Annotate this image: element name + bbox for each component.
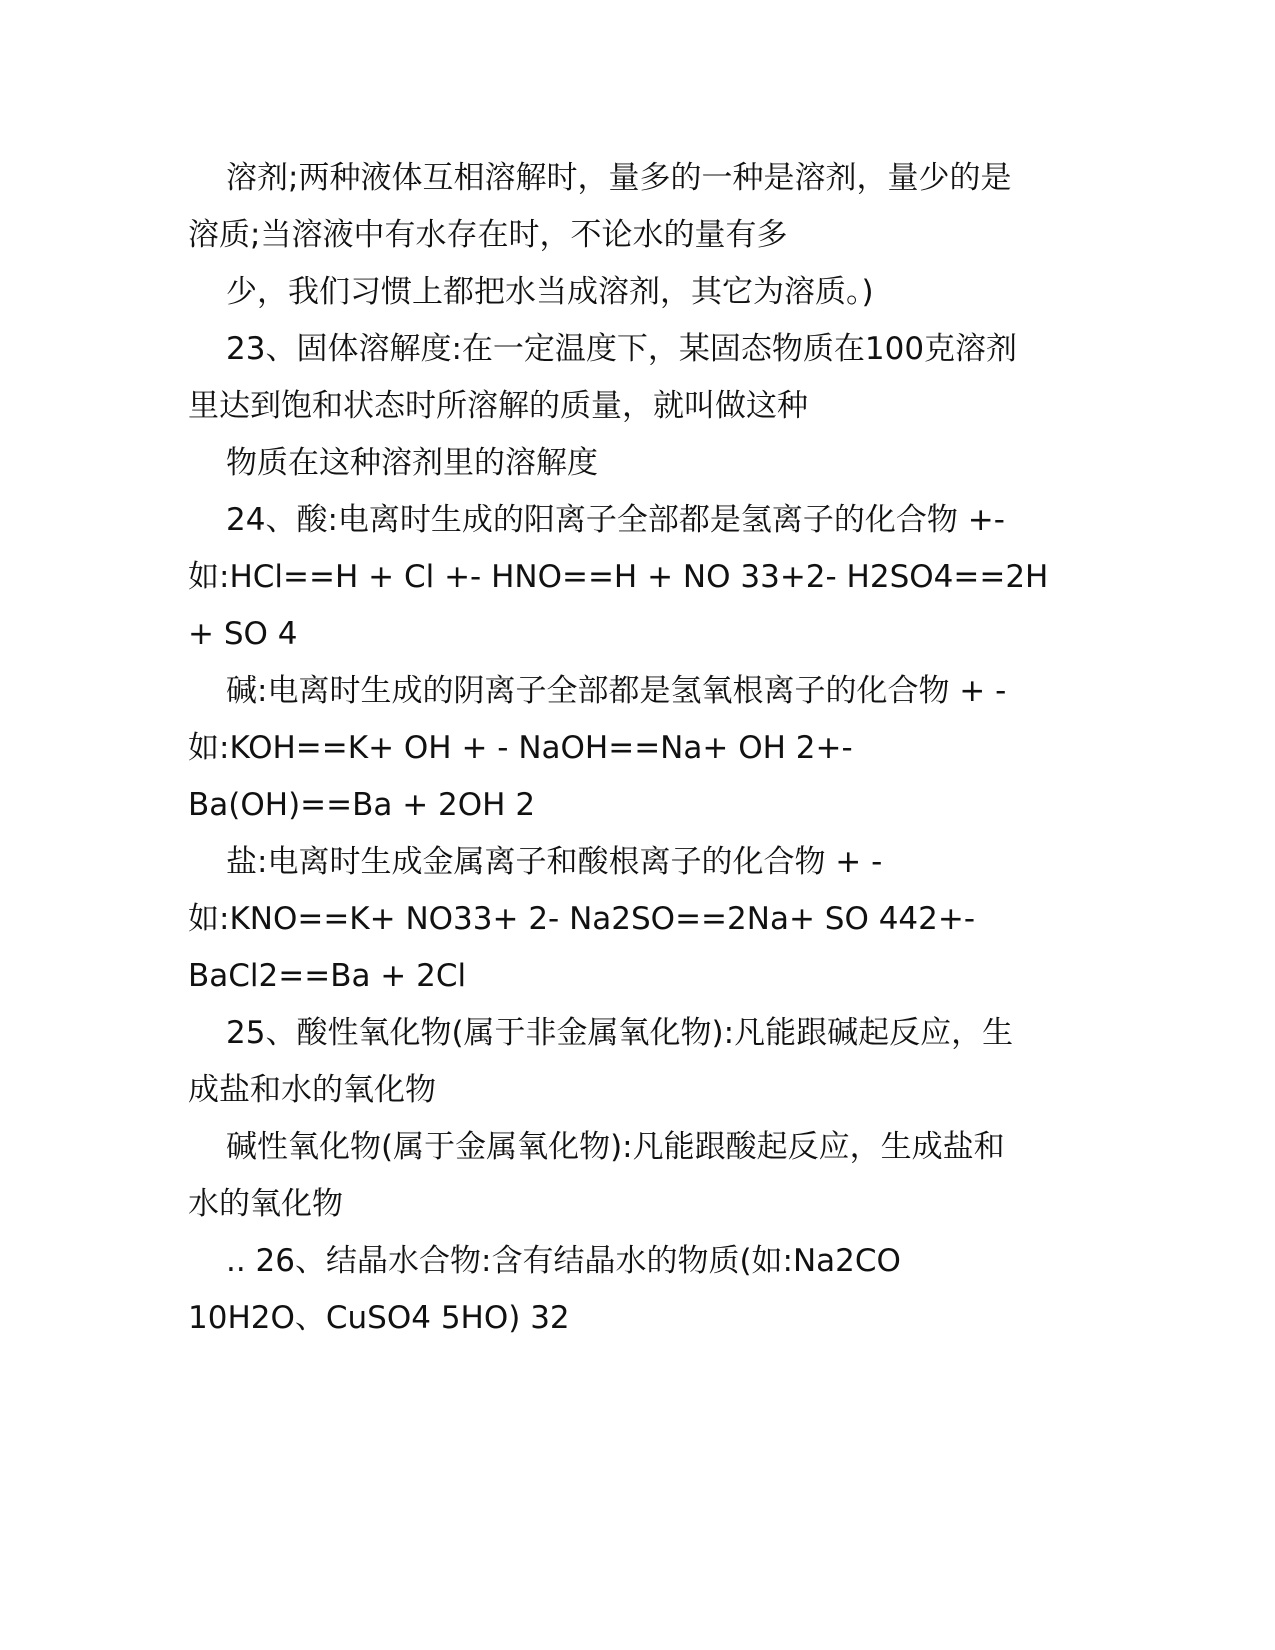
text-line: 23、固体溶解度:在一定温度下，某固态物质在100克溶剂 xyxy=(226,331,1018,367)
text-line: BaCl2==Ba + 2Cl xyxy=(188,958,467,994)
text-line: 水的氧化物 xyxy=(188,1186,343,1222)
text-line: 如:HCl==H + Cl +- HNO==H + NO 33+2- H2SO4==2H xyxy=(188,559,1049,595)
text-line: 成盐和水的氧化物 xyxy=(188,1072,436,1108)
text-line: 少，我们习惯上都把水当成溶剂，其它为溶质。) xyxy=(226,274,874,310)
text-line: 碱:电离时生成的阴离子全部都是氢氧根离子的化合物 + - xyxy=(226,673,1007,709)
text-line: 溶质;当溶液中有水存在时，不论水的量有多 xyxy=(188,217,788,253)
document-body xyxy=(188,150,1088,1347)
text-line: Ba(OH)==Ba + 2OH 2 xyxy=(188,787,536,823)
text-line: 里达到饱和状态时所溶解的质量，就叫做这种 xyxy=(188,388,808,424)
text-line: 25、酸性氧化物(属于非金属氧化物):凡能跟碱起反应，生 xyxy=(226,1015,1014,1051)
text-line: .. 26、结晶水合物:含有结晶水的物质(如:Na2CO xyxy=(226,1243,901,1279)
text-line: 如:KNO==K+ NO33+ 2- Na2SO==2Na+ SO 442+- xyxy=(188,901,976,937)
text-line: 碱性氧化物(属于金属氧化物):凡能跟酸起反应，生成盐和 xyxy=(226,1129,1005,1165)
text-line: 24、酸:电离时生成的阳离子全部都是氢离子的化合物 +- xyxy=(226,502,1005,538)
text-line: 如:KOH==K+ OH + - NaOH==Na+ OH 2+- xyxy=(188,730,853,766)
text-line: 10H2O、CuSO4 5HO) 32 xyxy=(188,1300,570,1336)
text-line: + SO 4 xyxy=(188,616,298,652)
text-line: 盐:电离时生成金属离子和酸根离子的化合物 + - xyxy=(226,844,883,880)
text-line: 溶剂;两种液体互相溶解时，量多的一种是溶剂，量少的是 xyxy=(226,160,1012,196)
text-line: 物质在这种溶剂里的溶解度 xyxy=(226,445,598,481)
